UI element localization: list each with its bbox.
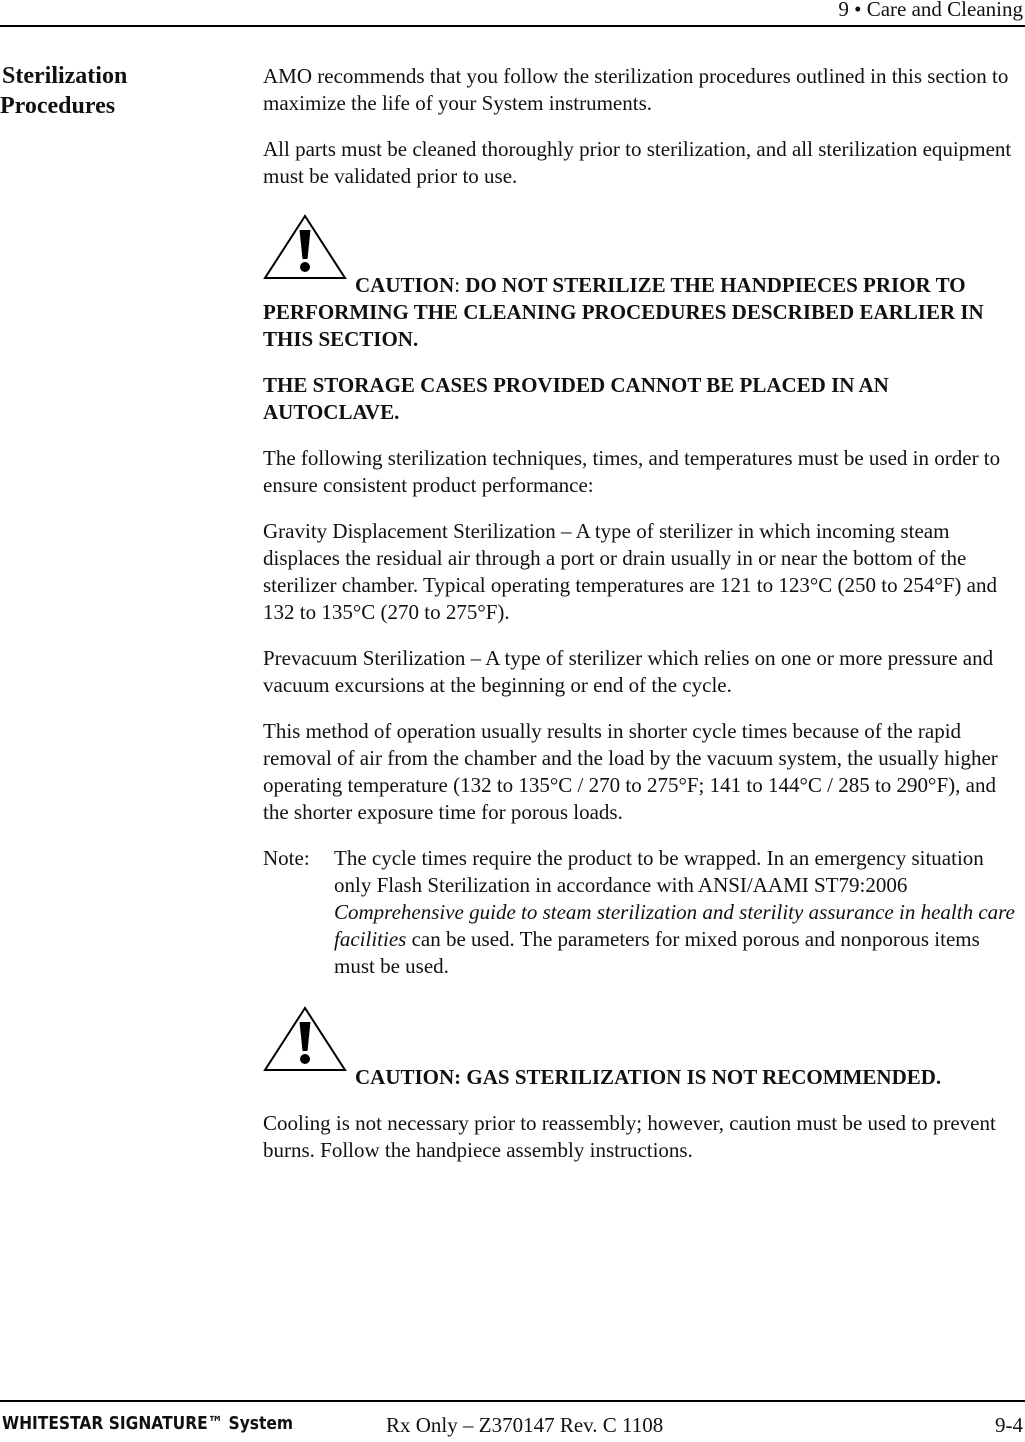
warning-triangle-icon bbox=[263, 214, 347, 280]
caution-block-2 bbox=[263, 1006, 1023, 1091]
paragraph-cooling: Cooling is not necessary prior to reassembly; however, caution must be used to prevent burns. Follow the handpiece assembly instructions. bbox=[263, 1111, 996, 1162]
note-block bbox=[263, 845, 1023, 980]
caution-label: CAUTION bbox=[355, 273, 455, 297]
note-text bbox=[334, 845, 1023, 980]
caution-text-2 bbox=[263, 1064, 1023, 1091]
caution-separator: : bbox=[454, 273, 466, 297]
paragraph-prevacuum: Prevacuum Sterilization – A type of sterilizer which relies on one or more pressure and vacuum excursions at the beginning or end of the cycle. bbox=[263, 646, 994, 697]
header-rule bbox=[0, 25, 1025, 27]
footer-product-name: WHITESTAR SIGNATURE™ System bbox=[2, 1413, 294, 1434]
paragraph-method: This method of operation usually results in shorter cycle times because of the rapid removal of air from the chamber and the load by the vacuum system, the usually higher operating temperature (132 to 135°C / 270 to 275°F; 141 to 144°C / 285 to 290°F), and the shorter exposure time for porous loads. bbox=[263, 719, 998, 824]
caution-storage: THE STORAGE CASES PROVIDED CANNOT BE PLACED IN AN AUTOCLAVE. bbox=[263, 373, 889, 424]
note-label: Note: bbox=[263, 846, 310, 870]
paragraph-techniques: The following sterilization techniques, times, and temperatures must be used in order to ensure consistent product performance: bbox=[263, 446, 1001, 497]
body-column bbox=[263, 63, 1023, 1183]
paragraph-intro: AMO recommends that you follow the sterilization procedures outlined in this section to maximize the life of your System instruments. bbox=[263, 64, 1009, 115]
section-heading-line2: Procedures bbox=[0, 93, 116, 119]
caution-block-1 bbox=[263, 214, 1023, 426]
note-text-before: The cycle times require the product to be wrapped. In an emergency situation only Flash Sterilization in accordance with ANSI/AAMI ST79:2006 bbox=[334, 846, 984, 897]
paragraph-gravity: Gravity Displacement Sterilization – A type of sterilizer in which incoming steam displaces the residual air through a port or drain usually in or near the bottom of the sterilizer chamber. Typical operating temperatures are 121 to 123°C (250 to 254°F) and 132 to 135°C (270 to 275°F). bbox=[263, 519, 997, 624]
caution-gas-message: CAUTION: GAS STERILIZATION IS NOT RECOMMENDED. bbox=[355, 1065, 942, 1089]
note-italic-title: Comprehensive guide to steam sterilization and sterility assurance in health care facilities bbox=[334, 900, 1015, 951]
footer-rule bbox=[0, 1400, 1025, 1402]
section-heading-line1: Sterilization bbox=[2, 63, 128, 89]
warning-triangle-icon bbox=[263, 1006, 347, 1072]
note-text-after: can be used. The parameters for mixed porous and nonporous items must be used. bbox=[334, 927, 980, 978]
caution-text-1 bbox=[263, 272, 1023, 353]
caution-message: DO NOT STERILIZE THE HANDPIECES PRIOR TO PERFORMING THE CLEANING PROCEDURES DESCRIBED EARLIER IN THIS SECTION. bbox=[263, 273, 984, 351]
footer-page-number: 9-4 bbox=[995, 1413, 1023, 1437]
footer-document-id: Rx Only – Z370147 Rev. C 1108 bbox=[386, 1413, 664, 1437]
paragraph-cleaning: All parts must be cleaned thoroughly prior to sterilization, and all sterilization equipment must be validated prior to use. bbox=[263, 137, 1012, 188]
running-header: 9 • Care and Cleaning bbox=[838, 0, 1023, 21]
section-heading bbox=[0, 61, 250, 121]
